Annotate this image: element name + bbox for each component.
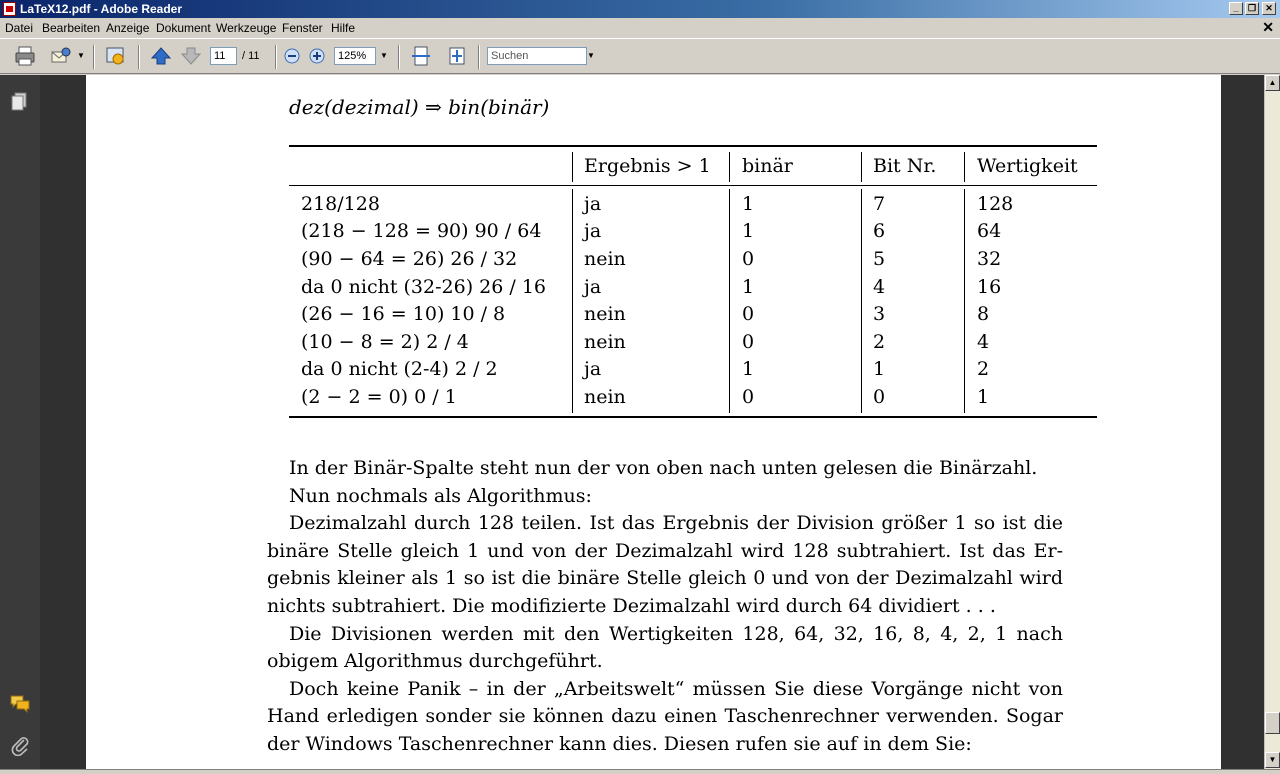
arrow-up-icon[interactable] [150,45,172,67]
scroll-up-button[interactable]: ▲ [1265,75,1280,91]
title-bar [0,0,1280,18]
toolbar-separator [398,45,400,69]
scroll-down-button[interactable]: ▼ [1265,752,1280,768]
table-cell: 0 [742,331,755,353]
table-cell: 0 [742,248,755,270]
email-icon[interactable] [50,45,72,67]
table-cell: (218 − 128 = 90) 90 / 64 [301,220,542,242]
paragraph-line: obigem Algorithmus durchgeführt. [267,650,603,672]
table-cell: da 0 nicht (32-26) 26 / 16 [301,276,546,298]
table-cell: 4 [977,331,990,353]
zoom-out-icon[interactable] [281,45,303,67]
table-top-rule [289,145,1097,147]
table-cell: 1 [742,276,755,298]
table-cell: nein [584,386,626,408]
table-cell: 1 [742,358,755,380]
fit-page-icon[interactable] [446,45,468,67]
vertical-scrollbar[interactable] [1264,75,1280,769]
zoom-in-icon[interactable] [306,45,328,67]
table-cell: 0 [742,386,755,408]
paragraph-line: gebnis kleiner als 1 so ist die binäre Stelle gleich 0 und von der Dezimalzahl wird [267,567,1063,589]
menu-bearbeiten[interactable]: Bearbeiten [42,21,101,35]
adobe-reader-icon [3,2,16,16]
table-cell: 32 [977,248,1002,270]
table-col-divider [861,189,862,413]
table-header-rule [289,185,1097,186]
pdf-page [86,75,1221,769]
table-cell: 1 [873,358,886,380]
zoom-dropdown-arrow[interactable]: ▼ [380,51,388,60]
menu-hilfe[interactable]: Hilfe [331,21,356,35]
table-cell: nein [584,331,626,353]
toolbar-separator [275,45,277,69]
zoom-level-field[interactable]: 125% [334,47,376,65]
close-button[interactable]: ✕ [1262,2,1276,15]
paragraph-line: Doch keine Panik – in der „Arbeitswelt“ müssen Sie diese Vorgänge nicht von [289,678,1063,700]
close-document-button[interactable]: ✕ [1262,19,1274,35]
comments-icon[interactable] [9,692,31,714]
paragraph-line: Nun nochmals als Algorithmus: [289,485,592,507]
table-cell: 218/128 [301,193,380,215]
table-cell: 1 [742,220,755,242]
paragraph-line: nichts subtrahiert. Die modifizierte Dezimalzahl wird durch 64 dividiert . . . [267,595,996,617]
table-col-divider [964,189,965,413]
table-cell: ja [584,276,602,298]
table-cell: (10 − 8 = 2) 2 / 4 [301,331,469,353]
restore-button[interactable]: ❐ [1245,2,1259,15]
table-col-divider [572,189,573,413]
table-col-divider [861,152,862,182]
table-cell: 0 [742,303,755,325]
menu-dokument[interactable]: Dokument [156,21,211,35]
table-cell: 1 [742,193,755,215]
table-col-divider [729,189,730,413]
table-cell: 4 [873,276,886,298]
scroll-thumb[interactable] [1265,712,1280,734]
table-cell: 3 [873,303,886,325]
table-cell: 2 [873,331,886,353]
table-cell: (2 − 2 = 0) 0 / 1 [301,386,457,408]
menu-werkzeuge[interactable]: Werkzeuge [216,21,277,35]
arrow-down-icon[interactable] [180,45,202,67]
table-header: binär [742,155,793,177]
table-col-divider [964,152,965,182]
paragraph-line: der Windows Taschenrechner kann dies. Diesen rufen sie auf in dem Sie: [267,733,972,755]
table-col-divider [572,152,573,182]
table-cell: nein [584,303,626,325]
table-cell: da 0 nicht (2-4) 2 / 2 [301,358,498,380]
table-cell: 1 [977,386,990,408]
status-bar [0,769,1280,774]
navigation-panel [0,75,40,769]
paragraph-line: Dezimalzahl durch 128 teilen. Ist das Ergebnis der Division größer 1 so ist die [289,512,1063,534]
table-cell: 6 [873,220,886,242]
paragraph-line: binäre Stelle gleich 1 und von der Dezimalzahl wird 128 subtrahiert. Ist das Er- [267,540,1063,562]
page-number-input[interactable]: 11 [210,47,237,65]
table-cell: ja [584,220,602,242]
table-cell: 64 [977,220,1002,242]
search-dropdown-arrow[interactable]: ▼ [587,51,595,60]
table-header: Bit Nr. [873,155,937,177]
table-cell: ja [584,193,602,215]
table-cell: ja [584,358,602,380]
page-total: / 11 [242,50,260,62]
organizer-icon[interactable] [104,45,126,67]
table-cell: 16 [977,276,1002,298]
search-input[interactable]: Suchen [487,47,587,65]
menu-datei[interactable]: Datei [5,21,34,35]
paragraph-line: Die Divisionen werden mit den Wertigkeiten 128, 64, 32, 16, 8, 4, 2, 1 nach [289,623,1063,645]
email-dropdown-arrow[interactable]: ▼ [77,51,85,60]
table-cell: 0 [873,386,886,408]
table-cell: 5 [873,248,886,270]
fit-width-icon[interactable] [410,45,432,67]
table-cell: nein [584,248,626,270]
table-header: Ergebnis > 1 [584,155,711,177]
table-header: Wertigkeit [977,155,1078,177]
toolbar-separator [138,45,140,69]
pages-icon[interactable] [9,90,31,112]
table-bottom-rule [289,416,1097,418]
table-cell: 7 [873,193,886,215]
paperclip-icon[interactable] [9,734,31,756]
table-cell: 2 [977,358,990,380]
toolbar-separator [93,45,95,69]
menu-bar [0,18,1280,38]
table-cell: 8 [977,303,990,325]
table-col-divider [729,152,730,182]
table-cell: 128 [977,193,1014,215]
table-cell: (26 − 16 = 10) 10 / 8 [301,303,506,325]
window-title: LaTeX12.pdf - Adobe Reader [20,2,183,16]
menu-anzeige[interactable]: Anzeige [106,21,150,35]
document-viewport[interactable] [40,75,1264,769]
minimize-button[interactable]: _ [1229,2,1243,15]
toolbar-separator [478,45,480,69]
formula-heading: dez(dezimal) ⇒ bin(binär) [289,95,550,119]
paragraph-line: Hand erledigen sonder sie können dazu einen Taschenrechner verwenden. Sogar [267,705,1063,727]
paragraph-line: In der Binär-Spalte steht nun der von oben nach unten gelesen die Binärzahl. [289,457,1038,479]
menu-fenster[interactable]: Fenster [282,21,323,35]
print-icon[interactable] [14,45,36,67]
table-cell: (90 − 64 = 26) 26 / 32 [301,248,518,270]
toolbar [0,38,1280,74]
